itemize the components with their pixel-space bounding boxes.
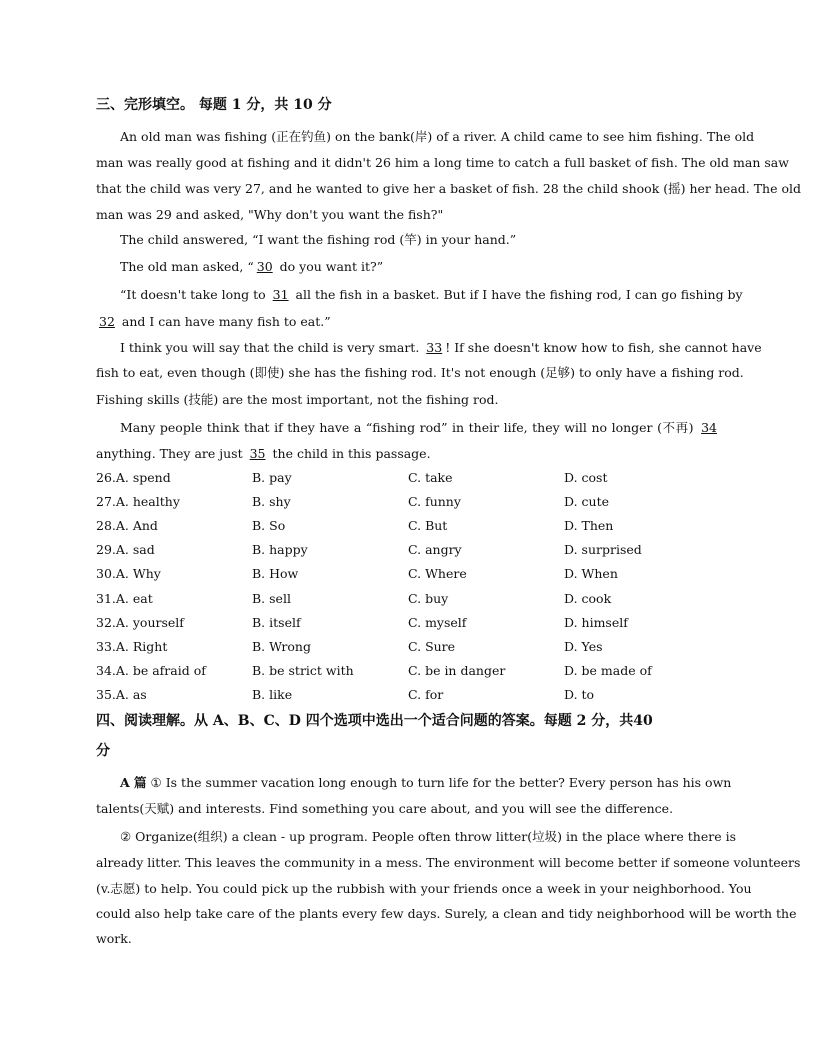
passage-line: The child answered, “I want the fishing rod (竿) in your hand.”	[120, 232, 517, 247]
blank-30: 30	[256, 259, 273, 274]
passage-line: 32 and I can have many fish to eat.”	[96, 313, 720, 331]
option-d: D. cost	[564, 470, 608, 485]
option-c: C. But	[408, 518, 448, 533]
option-c: C. Sure	[408, 639, 456, 654]
passage-line: “It doesn't take long to 31 all the fish in a basket. But if I have the fishing rod, I can go fishing by	[120, 287, 743, 302]
passage-line: The old man asked, “ 30 do you want it?”	[120, 259, 384, 274]
option-a: 29.A. sad	[96, 542, 155, 557]
option-c: C. angry	[408, 542, 462, 557]
option-d: D. himself	[564, 615, 628, 630]
passage-line: work.	[96, 931, 132, 946]
option-b: B. Wrong	[252, 639, 311, 654]
passage-line: man was 29 and asked, "Why don't you want the fish?"	[96, 207, 444, 222]
section-4-title: 四、阅读理解。从 A、B、C、D 四个选项中选出一个适合问题的答案。每题 2 分，共40	[96, 713, 653, 729]
blank-31: 31	[272, 287, 289, 302]
option-c: C. buy	[408, 591, 449, 606]
passage-line: ② Organize(组织) a clean - up program. People often throw litter(垃圾) in the place where there is	[120, 829, 737, 844]
passage-line: A 篇 ① Is the summer vacation long enough to turn life for the better? Every person has his own	[120, 775, 732, 790]
option-d: D. Yes	[564, 639, 603, 654]
option-b: B. itself	[252, 615, 301, 630]
passage-line: anything. They are just 35 the child in this passage.	[96, 446, 431, 461]
passage-line: man was really good at fishing and it didn't 26 him a long time to catch a full basket of fish. The old man saw	[96, 155, 789, 170]
option-d: D. cute	[564, 494, 609, 509]
passage-line: An old man was fishing (正在钓鱼) on the bank(岸) of a river. A child came to see him fishing. The old	[120, 129, 755, 144]
section-3-title: 三、完形填空。 每题 1 分，共 10 分	[96, 97, 332, 113]
option-a: 27.A. healthy	[96, 494, 180, 509]
option-a: 31.A. eat	[96, 591, 153, 606]
passage-line: (v.志愿) to help. You could pick up the rubbish with your friends once a week in your neighborhood. You	[96, 881, 752, 896]
option-c: C. take	[408, 470, 453, 485]
option-d: D. cook	[564, 591, 612, 606]
option-a: 34.A. be afraid of	[96, 663, 206, 678]
option-a: 26.A. spend	[96, 470, 171, 485]
blank-33: 33	[426, 340, 443, 355]
option-a: 28.A. And	[96, 518, 158, 533]
passage-label: A 篇	[120, 775, 147, 790]
option-b: B. like	[252, 687, 293, 702]
option-b: B. How	[252, 566, 299, 581]
option-b: B. be strict with	[252, 663, 354, 678]
passage-line: fish to eat, even though (即使) she has the fishing rod. It's not enough (足够) to only have a fishing rod.	[96, 365, 744, 380]
option-d: D. When	[564, 566, 618, 581]
blank-32: 32	[99, 314, 115, 329]
option-c: C. myself	[408, 615, 467, 630]
option-a: 32.A. yourself	[96, 615, 184, 630]
option-d: D. be made of	[564, 663, 652, 678]
passage-line: Fishing skills (技能) are the most important, not the fishing rod.	[96, 392, 499, 407]
option-c: C. funny	[408, 494, 461, 509]
option-d: D. Then	[564, 518, 614, 533]
option-b: B. sell	[252, 591, 291, 606]
passage-line: that the child was very 27, and he wanted to give her a basket of fish. 28 the child shook (摇) her head. The old	[96, 181, 802, 196]
option-d: D. surprised	[564, 542, 642, 557]
option-b: B. pay	[252, 470, 292, 485]
blank-35: 35	[249, 446, 266, 461]
option-b: B. happy	[252, 542, 308, 557]
passage-line: could also help take care of the plants every few days. Surely, a clean and tidy neighborhood will be worth the	[96, 906, 797, 921]
passage-line: Many people think that if they have a “fishing rod” in their life, they will no longer (不再) 34	[120, 419, 720, 437]
option-c: C. Where	[408, 566, 467, 581]
section-4-title-continued: 分	[96, 743, 110, 759]
option-a: 30.A. Why	[96, 566, 161, 581]
option-c: C. be in danger	[408, 663, 506, 678]
option-a: 33.A. Right	[96, 639, 168, 654]
option-c: C. for	[408, 687, 444, 702]
option-b: B. So	[252, 518, 286, 533]
passage-line: I think you will say that the child is very smart. 33 ! If she doesn't know how to fish, she cannot have	[120, 340, 762, 355]
option-b: B. shy	[252, 494, 291, 509]
passage-line: already litter. This leaves the community in a mess. The environment will become better if someone volunteers	[96, 855, 801, 870]
passage-line: talents(天赋) and interests. Find something you care about, and you will see the difference.	[96, 801, 674, 816]
option-a: 35.A. as	[96, 687, 147, 702]
blank-34: 34	[701, 420, 717, 435]
option-d: D. to	[564, 687, 595, 702]
